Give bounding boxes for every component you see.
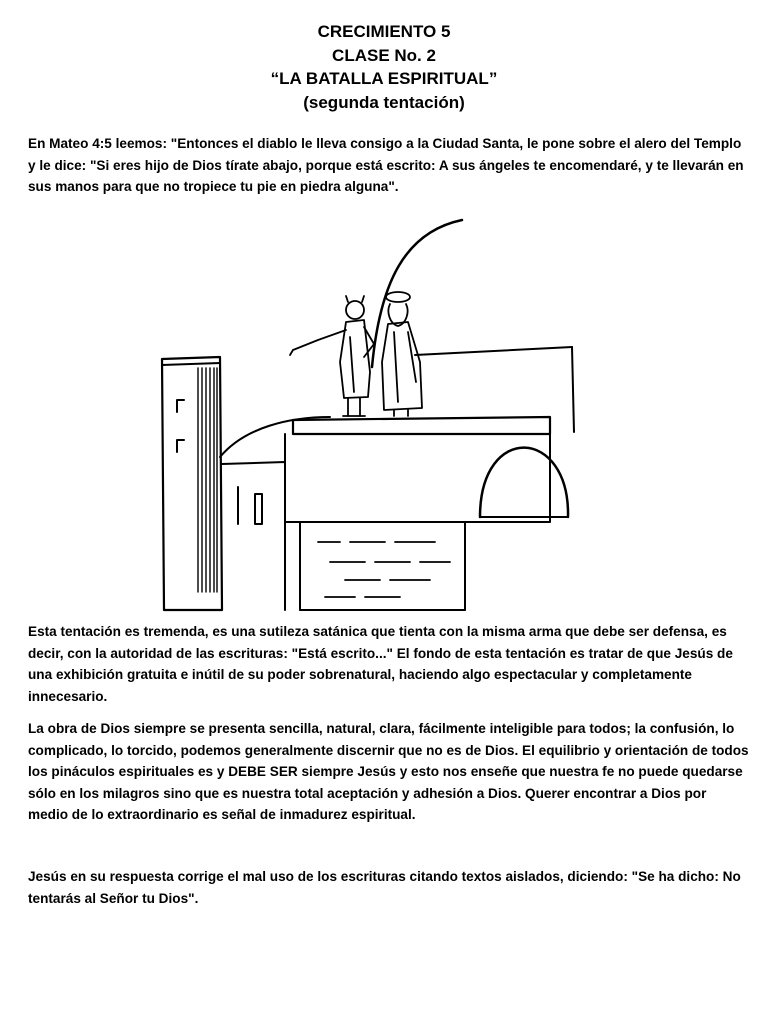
lesson-subtitle: (segunda tentación) <box>303 92 465 112</box>
temple-ledge <box>293 417 550 434</box>
devil-figure <box>290 296 374 416</box>
temple-temptation-illustration <box>150 212 590 612</box>
class-number: CLASE No. 2 <box>332 45 436 65</box>
right-arch <box>480 448 568 517</box>
paragraph-scripture-quote: En Mateo 4:5 leemos: "Entonces el diablo le lleva consigo a la Ciudad Santa, le pone sobre el alero del Templo y le dice: "Si eres hijo de Dios tírate abajo, porque está escrito: A sus ángeles te encomendaré, y te llevarán en sus manos para que no tropiece tu pie en piedra alguna". <box>28 136 744 194</box>
stair-lines <box>318 542 450 597</box>
title-block <box>0 20 768 114</box>
lesson-title: “LA BATALLA ESPIRITUAL” <box>270 69 498 88</box>
paragraph-work-of-god: La obra de Dios siempre se presenta sencilla, natural, clara, fácilmente inteligible para todos; la confusión, lo complicado, lo torcido, podemos generalmente discernir que no es de Dios. El equilibrio y orientación de todos los pináculos espirituales es y DEBE SER siempre Jesús y esto nos enseñe que nuestra fe no puede quedarse sólo en los milagros sino que es nuestra total aceptación y adhesión a Dios. Querer encontrar a Dios por medio de lo extraordinario es señal de inmadurez espiritual. <box>28 721 749 822</box>
tower-outline <box>162 357 222 610</box>
tower-shading <box>198 368 217 592</box>
lower-roof-curve <box>220 417 330 457</box>
paragraph-temptation-explanation: Esta tentación es tremenda, es una sutileza satánica que tienta con la misma arma que debe ser defensa, es decir, con la autoridad de las escrituras: "Está escrito..." El fondo de esta tentación es tratar de que Jesús de una exhibición gratuita e inútil de su poder sobrenatural, haciendo algo espectacular y completamente innecesario. <box>28 624 733 704</box>
paragraph-jesus-response: Jesús en su respuesta corrige el mal uso de los escrituras citando textos aislados, diciendo: "Se ha dicho: No tentarás al Señor tu Dios". <box>28 869 741 906</box>
tower-window <box>177 400 184 412</box>
course-title: CRECIMIENTO 5 <box>317 22 451 41</box>
tower-window <box>177 440 184 452</box>
